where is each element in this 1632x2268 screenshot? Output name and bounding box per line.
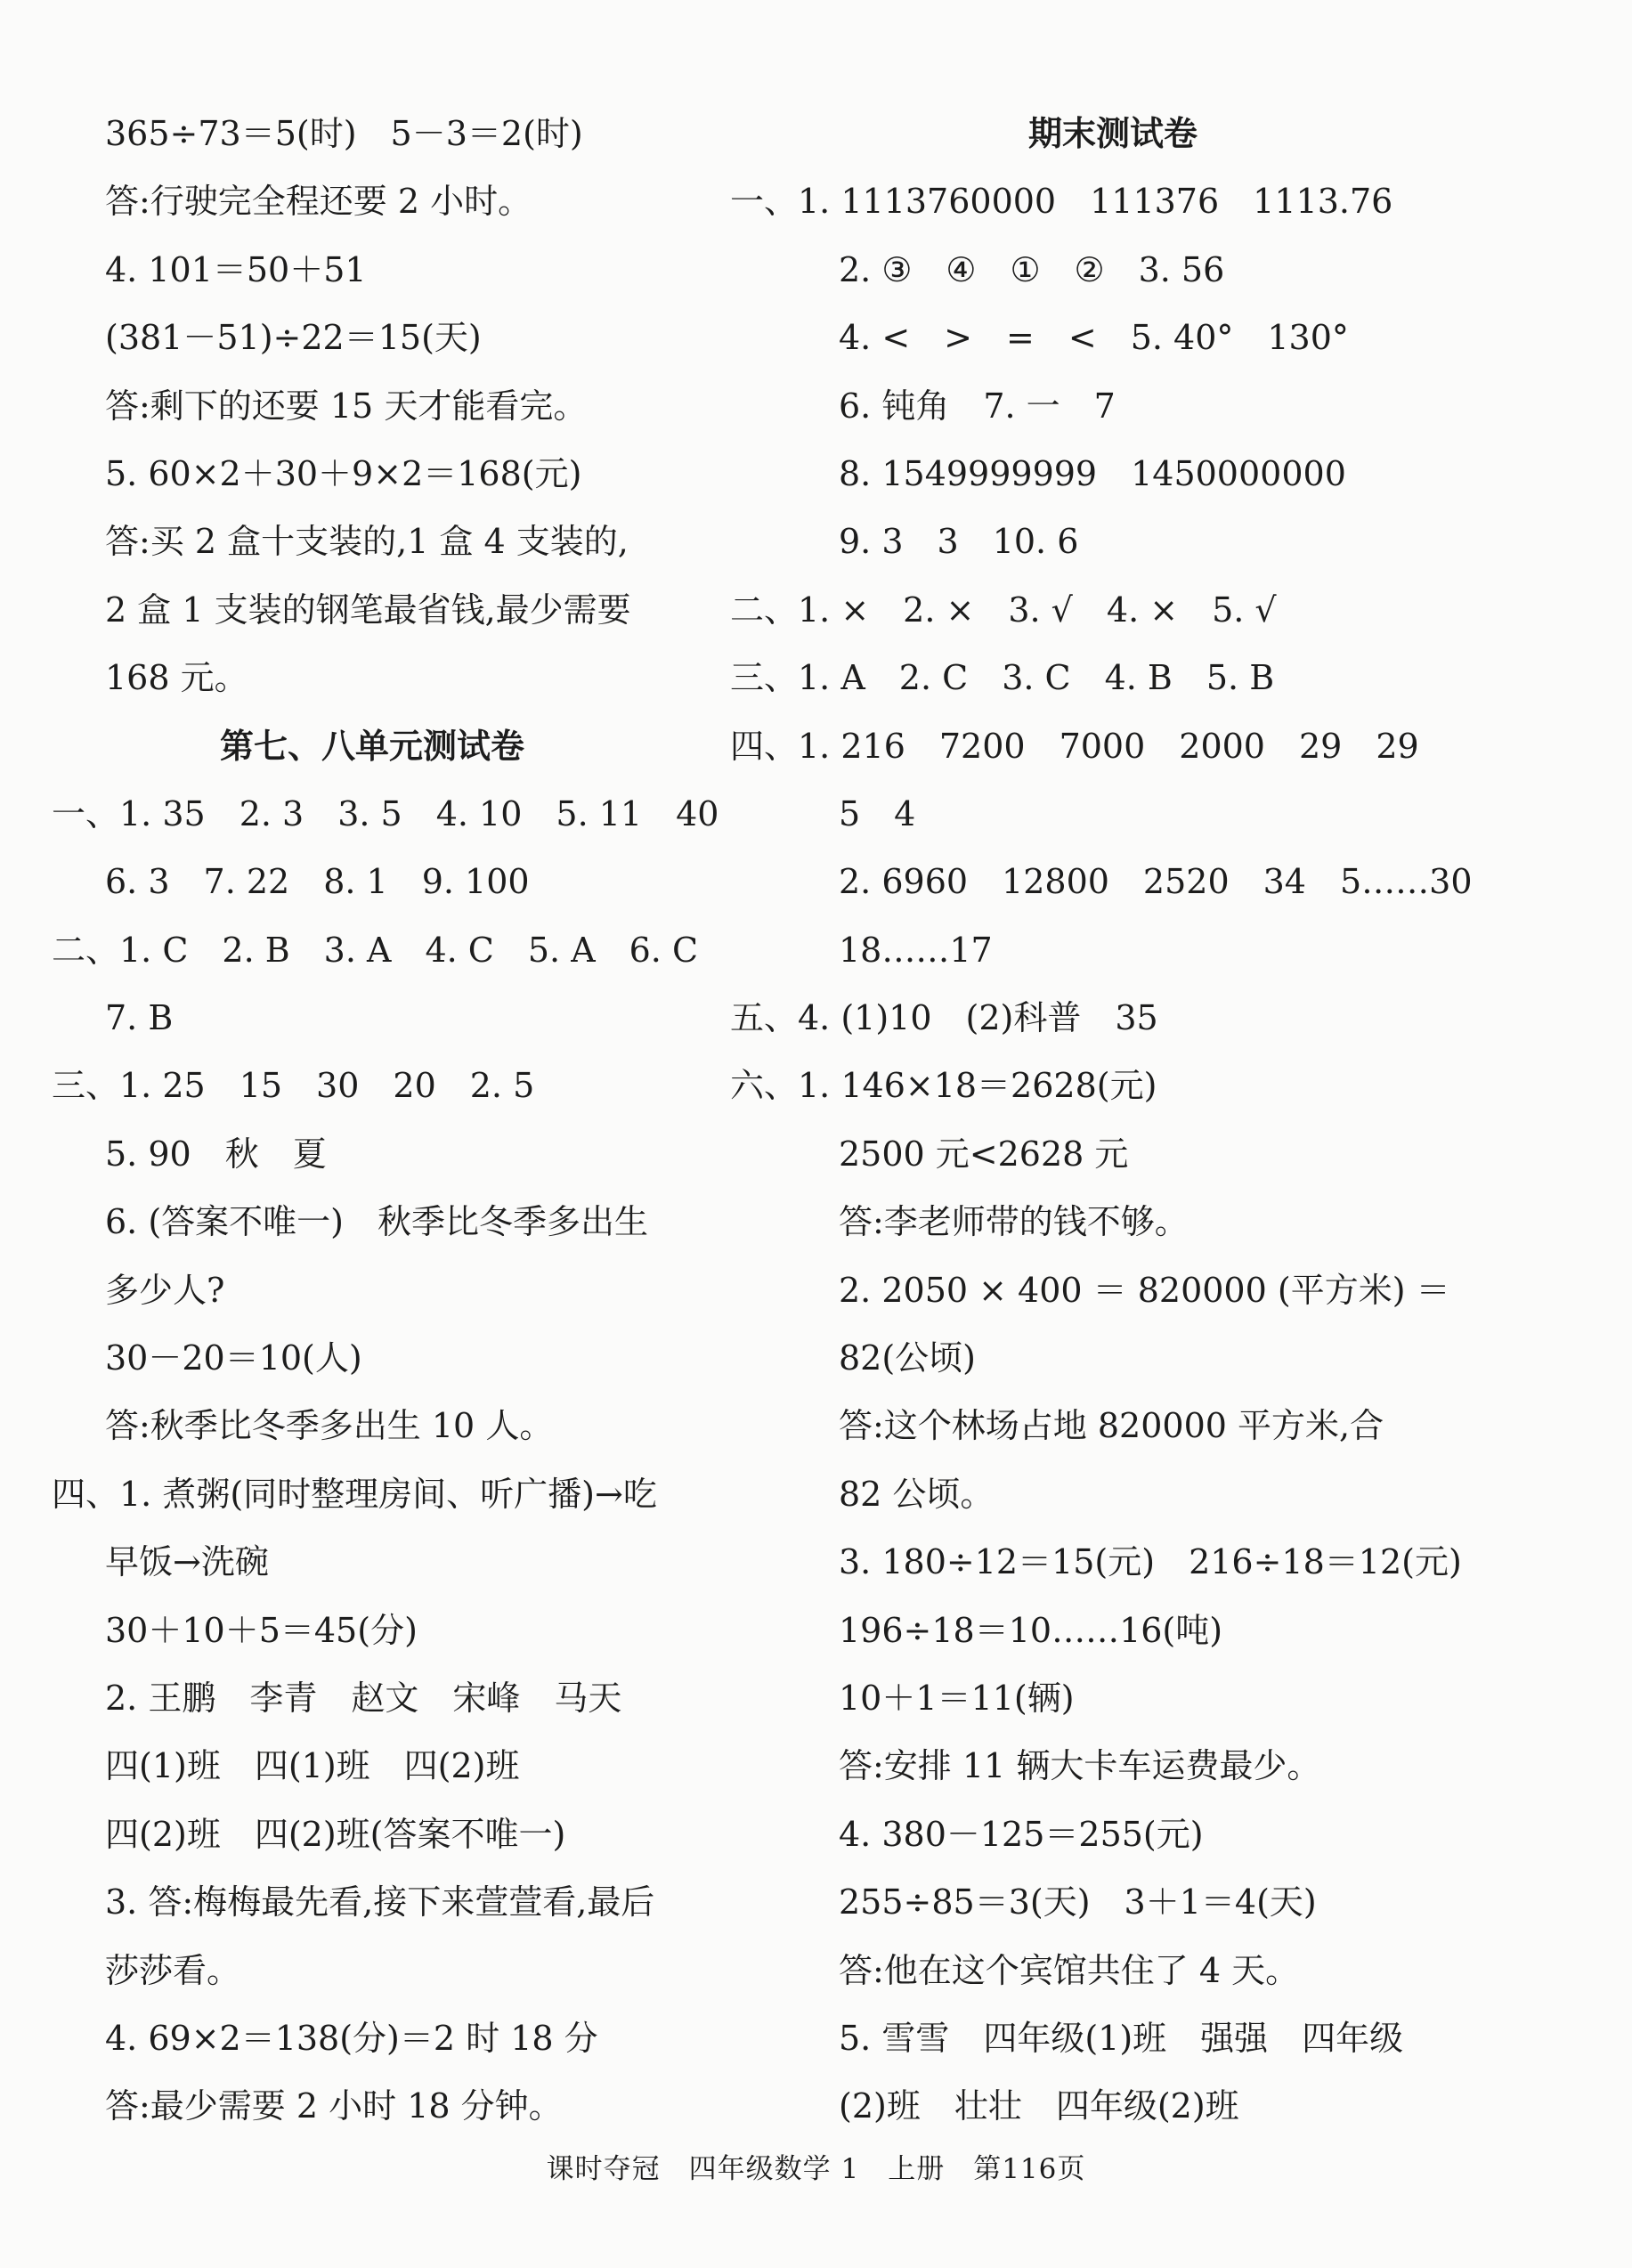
- answer-line: 9. 3 3 10. 6: [839, 522, 1079, 562]
- answer-line: 二、1. × 2. × 3. √ 4. × 5. √: [730, 589, 1277, 630]
- answer-line: 196÷18＝10……16(吨): [839, 1610, 1223, 1650]
- answer-line: 三、1. A 2. C 3. C 4. B 5. B: [730, 658, 1275, 698]
- answer-line: 多少人?: [105, 1270, 225, 1310]
- answer-line: 四、1. 煮粥(同时整理房间、听广播)→吃: [52, 1474, 657, 1514]
- answer-line: 三、1. 25 15 30 20 2. 5: [52, 1066, 535, 1106]
- answer-line: 2. 6960 12800 2520 34 5……30: [839, 862, 1473, 902]
- answer-line: 答:行驶完全程还要 2 小时。: [105, 182, 532, 222]
- answer-line: 6. 3 7. 22 8. 1 9. 100: [105, 862, 530, 902]
- answer-line: 四、1. 216 7200 7000 2000 29 29: [730, 726, 1419, 766]
- answer-line: 答:李老师带的钱不够。: [839, 1202, 1189, 1242]
- answer-line: 3. 180÷12＝15(元) 216÷18＝12(元): [839, 1542, 1462, 1582]
- left-answer-column: [52, 100, 728, 2141]
- answer-line: 答:他在这个宾馆共住了 4 天。: [839, 1950, 1300, 1990]
- answer-line: 一、1. 35 2. 3 3. 5 4. 10 5. 11 40: [52, 793, 719, 833]
- answer-line: 365÷73＝5(时) 5－3＝2(时): [105, 114, 583, 153]
- answer-line: 5. 90 秋 夏: [105, 1134, 327, 1174]
- answer-line: 4. 380－125＝255(元): [839, 1814, 1204, 1854]
- answer-line: 30＋10＋5＝45(分): [105, 1610, 418, 1650]
- answer-line: 二、1. C 2. B 3. A 4. C 5. A 6. C: [52, 930, 699, 970]
- answer-line: 6. 钝角 7. 一 7: [839, 386, 1116, 426]
- answer-line: 答:最少需要 2 小时 18 分钟。: [105, 2086, 563, 2126]
- answer-line: 30－20＝10(人): [105, 1338, 362, 1378]
- answer-line: 莎莎看。: [105, 1950, 241, 1990]
- answer-line: 五、4. (1)10 (2)科普 35: [730, 998, 1158, 1038]
- answer-line: 答:买 2 盒十支装的,1 盒 4 支装的,: [105, 522, 629, 562]
- answer-line: 答:这个林场占地 820000 平方米,合: [839, 1406, 1384, 1446]
- answer-line: (2)班 壮壮 四年级(2)班: [839, 2086, 1239, 2126]
- page-footer: 课时夺冠 四年级数学 1 上册 第116页: [546, 2153, 1086, 2185]
- section-heading: 期末测试卷: [1027, 114, 1198, 153]
- answer-line: 答:秋季比冬季多出生 10 人。: [105, 1406, 554, 1446]
- answer-line: 2 盒 1 支装的钢笔最省钱,最少需要: [105, 589, 631, 630]
- answer-line: 2. ③ ④ ① ② 3. 56: [839, 249, 1225, 289]
- answer-line: 答:剩下的还要 15 天才能看完。: [105, 386, 588, 426]
- answer-line: 7. B: [105, 998, 174, 1038]
- answer-line: 2. 2050 × 400 ＝ 820000 (平方米) ＝: [839, 1270, 1450, 1310]
- answer-line: 5. 雪雪 四年级(1)班 强强 四年级: [839, 2018, 1404, 2058]
- answer-line: 82(公顷): [839, 1338, 977, 1378]
- answer-line: 5 4: [839, 793, 916, 833]
- answer-line: 3. 答:梅梅最先看,接下来萱萱看,最后: [105, 1882, 655, 1923]
- answer-line: 82 公顷。: [839, 1474, 995, 1514]
- answer-line: 4. 101＝50＋51: [105, 249, 367, 289]
- answer-line: 18……17: [839, 930, 993, 970]
- answer-line: 5. 60×2＋30＋9×2＝168(元): [105, 453, 582, 493]
- answer-line: (381－51)÷22＝15(天): [105, 318, 482, 358]
- answer-line: 6. (答案不唯一) 秋季比冬季多出生: [105, 1202, 648, 1242]
- answer-line: 四(2)班 四(2)班(答案不唯一): [105, 1814, 566, 1854]
- answer-line: 早饭→洗碗: [105, 1542, 269, 1582]
- answer-line: 4. < > = < 5. 40° 130°: [839, 318, 1349, 358]
- answer-line: 4. 69×2＝138(分)＝2 时 18 分: [105, 2018, 598, 2058]
- answer-line: 168 元。: [105, 658, 248, 698]
- answer-line: 8. 1549999999 1450000000: [839, 453, 1346, 493]
- answer-line: 答:安排 11 辆大卡车运费最少。: [839, 1746, 1321, 1786]
- answer-line: 2500 元<2628 元: [839, 1134, 1129, 1174]
- answer-line: 四(1)班 四(1)班 四(2)班: [105, 1746, 520, 1786]
- answer-line: 六、1. 146×18＝2628(元): [730, 1066, 1157, 1106]
- section-heading: 第七、八单元测试卷: [219, 726, 524, 766]
- answer-line: 2. 王鹏 李青 赵文 宋峰 马天: [105, 1678, 622, 1718]
- answer-line: 10＋1＝11(辆): [839, 1678, 1075, 1718]
- answer-line: 一、1. 1113760000 111376 1113.76: [730, 182, 1393, 222]
- answer-line: 255÷85＝3(天) 3＋1＝4(天): [839, 1882, 1317, 1923]
- right-answer-column: [730, 100, 1585, 2141]
